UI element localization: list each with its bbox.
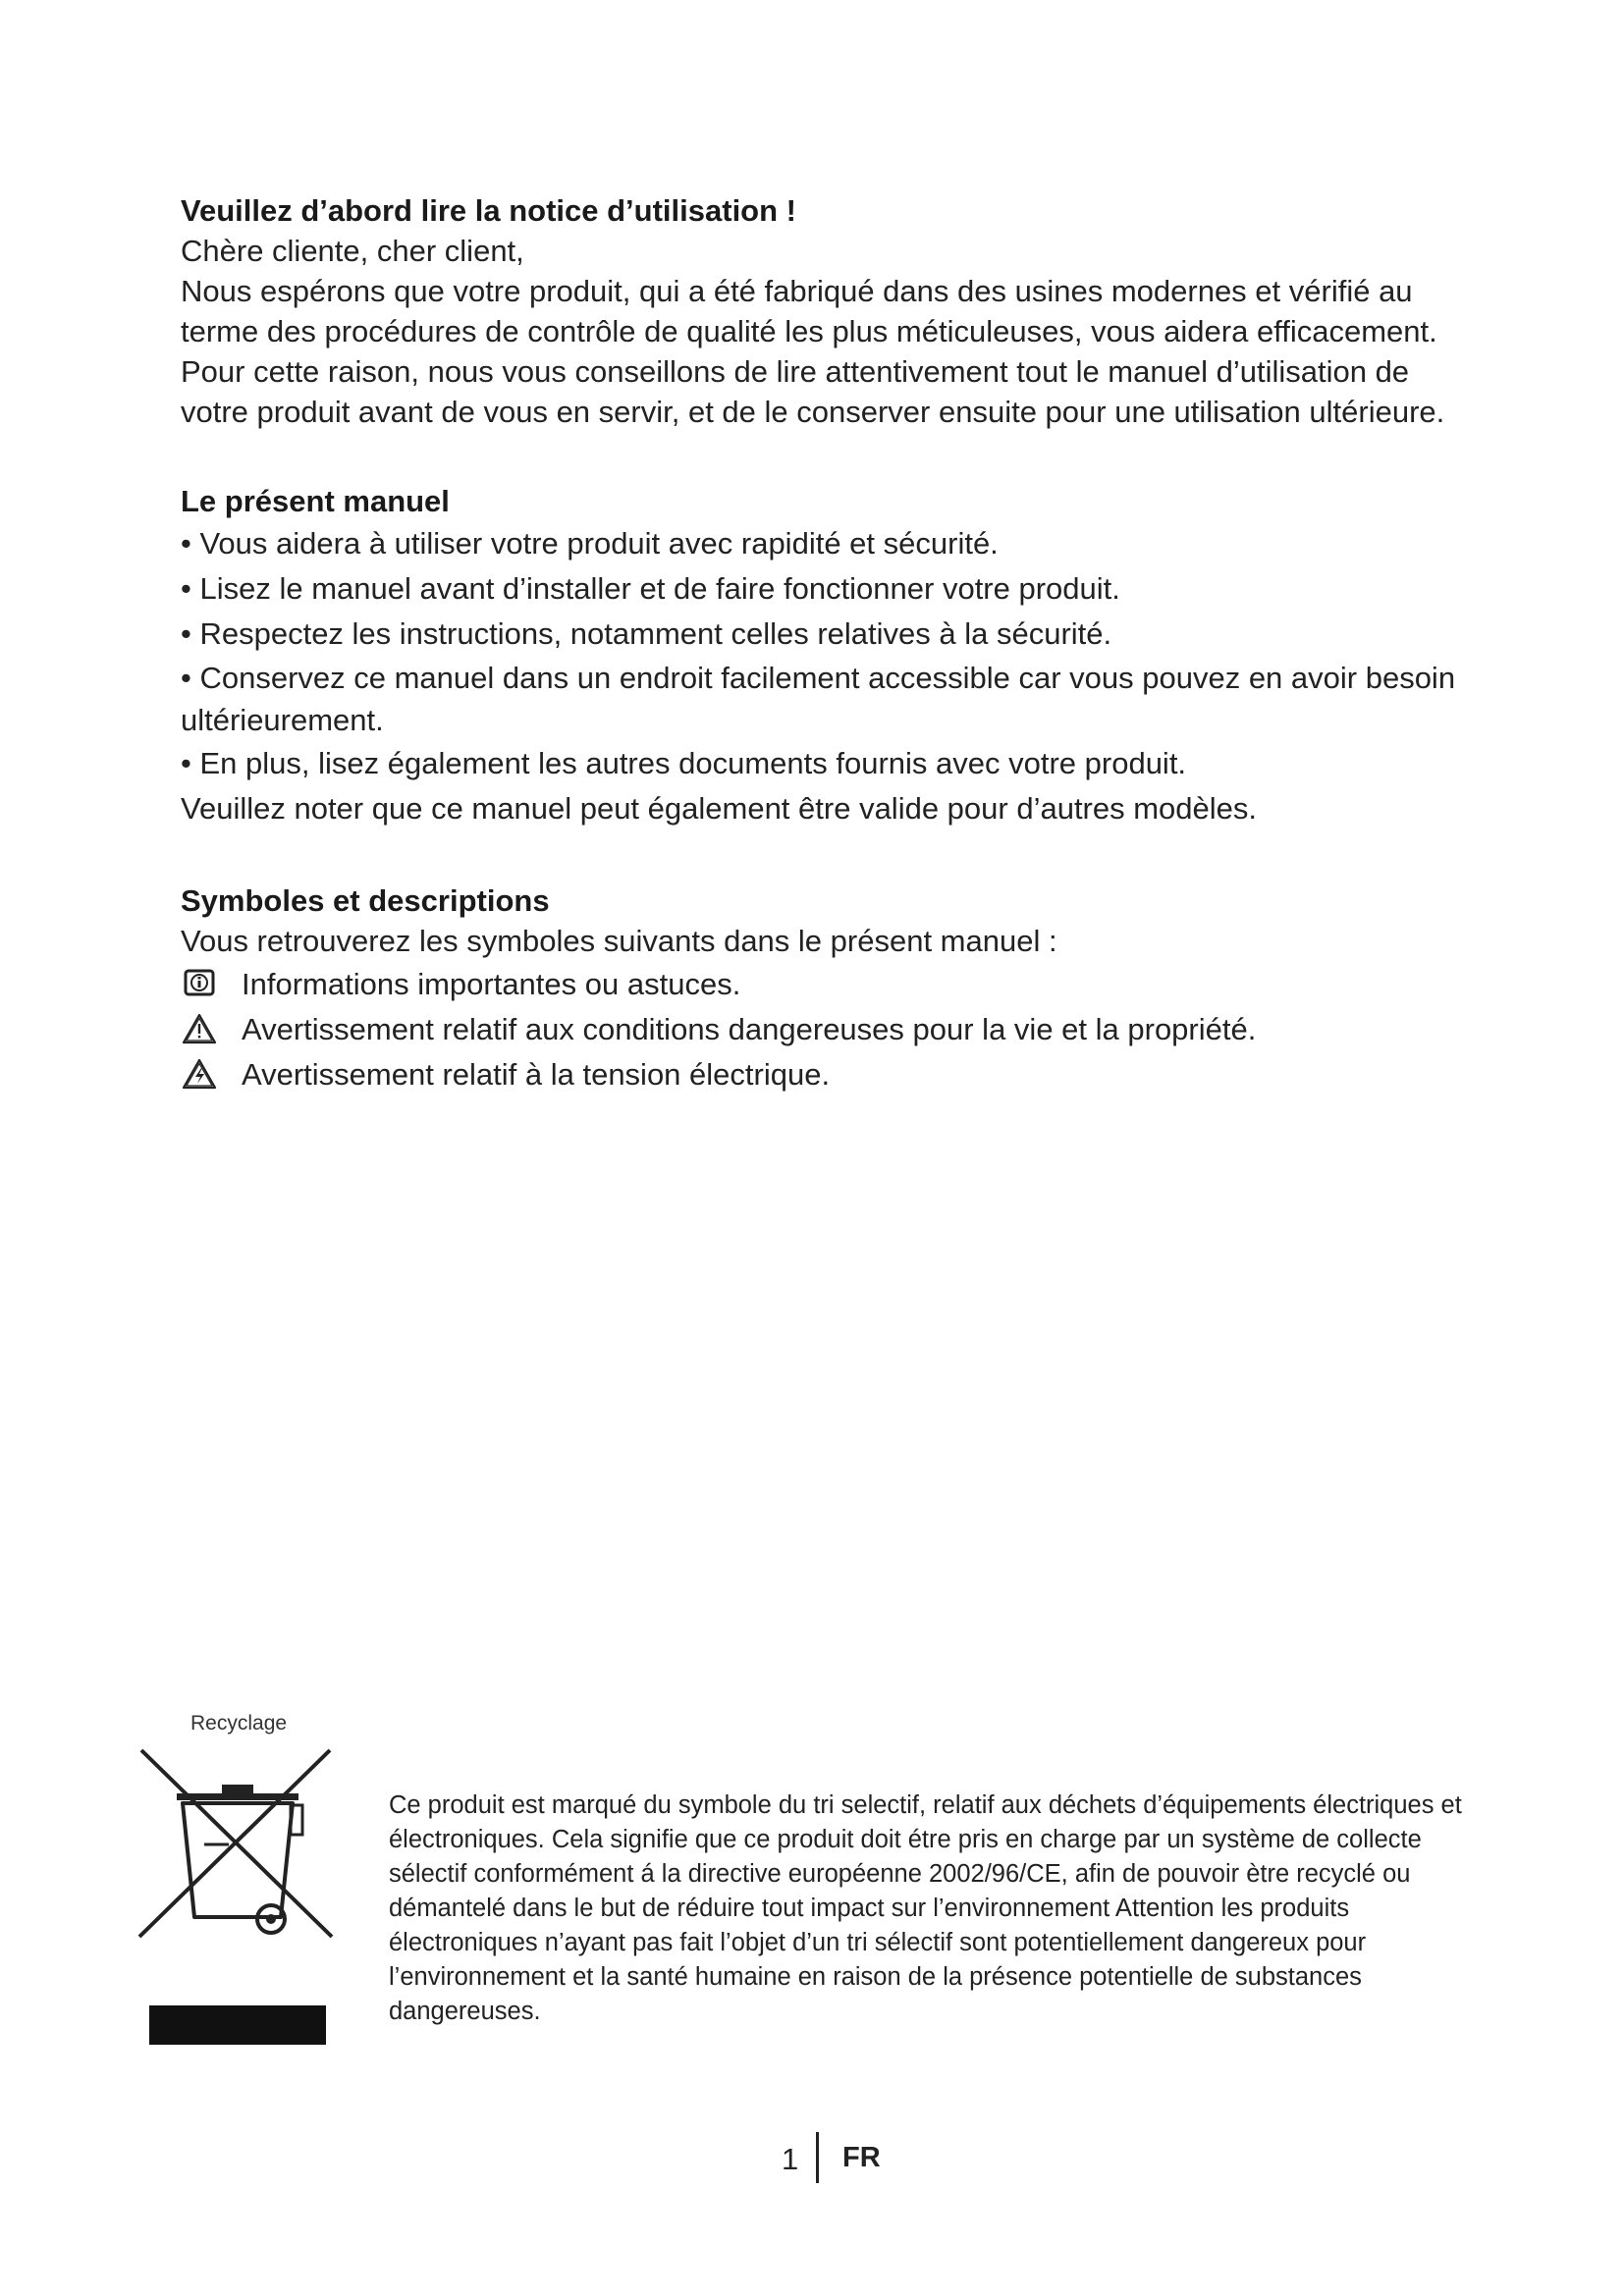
manual-bullet-5: • En plus, lisez également les autres documents fournis avec votre produit. (181, 746, 1187, 780)
footer-divider (816, 2132, 819, 2183)
electric-warning-icon (181, 1057, 218, 1091)
symbol-row-info (181, 961, 1457, 1006)
intro-paragraph-1: Nous espérons que votre produit, qui a été fabriqué dans des usines modernes et vérifié au terme des procédures de contrôle de qualité les plus méticuleuses, vous aidera efficacement. (181, 274, 1437, 348)
intro-title: Veuillez d’abord lire la notice d’utilisation ! (181, 193, 796, 228)
page-number: 1 (782, 2142, 799, 2176)
intro-section (181, 190, 1457, 432)
symbol-text-electric: Avertissement relatif à la tension électrique. (242, 1056, 831, 1092)
manual-title: Le présent manuel (181, 484, 450, 518)
symbol-row-warning (181, 1006, 1457, 1051)
recycling-label: Recyclage (190, 1712, 288, 1735)
manual-note: Veuillez noter que ce manuel peut également être valide pour d’autres modèles. (181, 791, 1258, 826)
manual-bullet-2: • Lisez le manuel avant d’installer et de faire fonctionner votre produit. (181, 571, 1120, 606)
symbol-text-info: Informations importantes ou astuces. (242, 966, 741, 1001)
greeting: Chère cliente, cher client, (181, 234, 524, 268)
crossed-out-bin-icon (135, 1742, 342, 2049)
symbols-section (181, 881, 1457, 1096)
symbol-row-electric (181, 1051, 1457, 1096)
main-content (181, 190, 1457, 1096)
manual-bullet-4: • Conservez ce manuel dans un endroit facilement accessible car vous pouvez en avoir besoin ultérieurement. (181, 661, 1456, 737)
manual-section (181, 481, 1457, 831)
language-code: FR (842, 2142, 881, 2173)
info-icon (181, 967, 218, 1000)
intro-paragraph-2: Pour cette raison, nous vous conseillons de lire attentivement tout le manuel d’utilisation de votre produit avant de vous en servir, et de le conserver ensuite pour une utilisation ultérieure. (181, 354, 1445, 429)
manual-bullet-1: • Vous aidera à utiliser votre produit avec rapidité et sécurité. (181, 526, 999, 561)
symbol-text-warning: Avertissement relatif aux conditions dangereuses pour la vie et la propriété. (242, 1011, 1257, 1046)
recycling-text: Ce produit est marqué du symbole du tri selectif, relatif aux déchets d’équipements électriques et électroniques. Cela signifie que ce produit doit étre pris en charge par un système de collecte sélectif conformément á la directive européenne 2002/96/CE, afin de pouvoir ètre recyclé ou démantelé dans le but de réduire tout impact sur l’environnement Attention les produits électroniques n’ayant pas fait l’objet d’un tri sélectif sont potentiellement dangereux pour l’environnement et la santé humaine en raison de la présence potentielle de substances dangereuses. (389, 1791, 1462, 2025)
symbols-intro: Vous retrouverez les symboles suivants dans le présent manuel : (181, 924, 1057, 958)
warning-icon (181, 1012, 218, 1045)
manual-bullet-3: • Respectez les instructions, notamment celles relatives à la sécurité. (181, 616, 1112, 651)
symbols-title: Symboles et descriptions (181, 883, 550, 918)
